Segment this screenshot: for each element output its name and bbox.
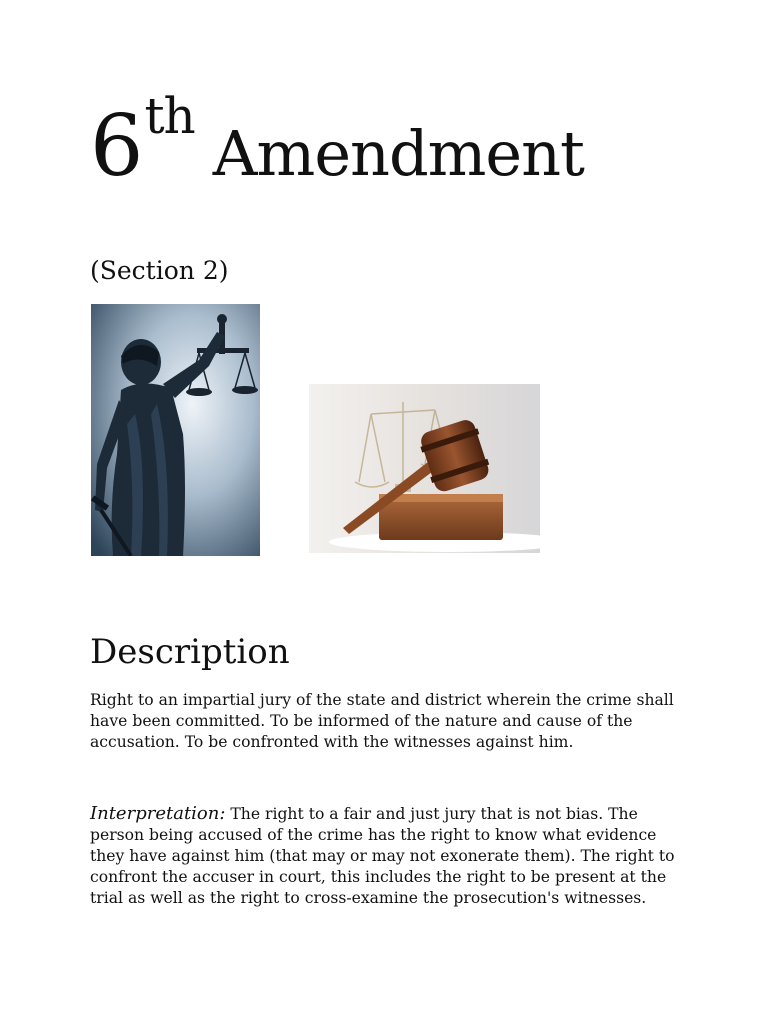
title-number: 6 bbox=[90, 97, 143, 195]
gavel-image bbox=[309, 384, 540, 553]
interpretation-text: The right to a fair and just jury that is not bias. The person being accused of the crime has the right to know what evidence they have against him (that may or may not exonerate them). The right to confront the accuser in court, this includes the right to be present at the trial as well as the right to cross-examine the prosecution's witnesses. bbox=[90, 805, 675, 907]
title-suffix: th bbox=[144, 87, 195, 145]
section-label: (Section 2) bbox=[90, 256, 229, 285]
title-word: Amendment bbox=[212, 117, 584, 190]
lady-justice-image bbox=[91, 304, 260, 556]
description-heading: Description bbox=[90, 632, 290, 672]
page-title bbox=[90, 87, 584, 195]
description-text: Right to an impartial jury of the state and district wherein the crime shall have been committed. To be informed of the nature and cause of the accusation. To be confronted with the witnesses against him. bbox=[90, 691, 674, 751]
interpretation-label: Interpretation: bbox=[90, 803, 226, 824]
interpretation-paragraph bbox=[90, 803, 690, 909]
